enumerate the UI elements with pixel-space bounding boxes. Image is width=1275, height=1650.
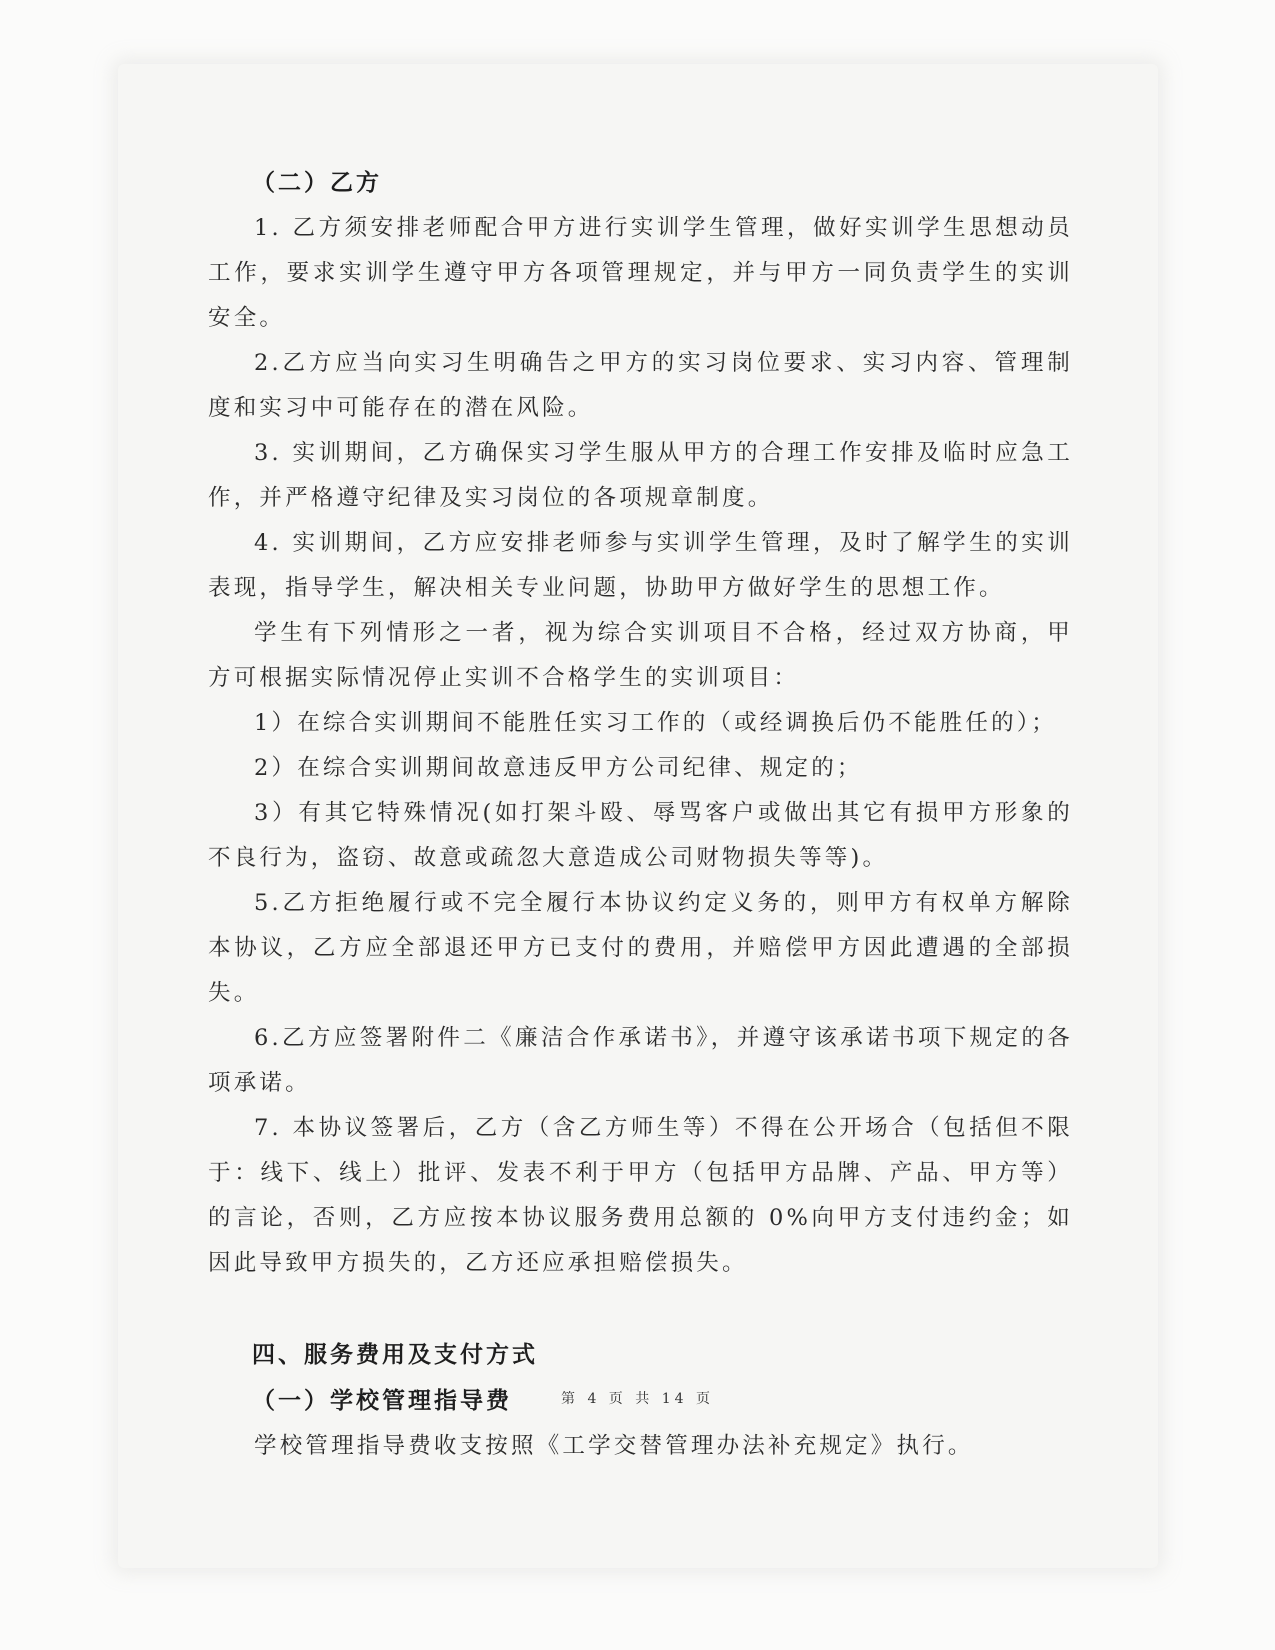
clause-7: 7. 本协议签署后，乙方（含乙方师生等）不得在公开场合（包括但不限于：线下、线上）批评、发表不利于甲方（包括甲方品牌、产品、甲方等）的言论，否则，乙方应按本协议服务费用总额的 0%向甲方支付违约金；如因此导致甲方损失的，乙方还应承担赔偿损失。 <box>208 1115 1073 1276</box>
document-body <box>208 160 1073 1469</box>
school-fee-text: 学校管理指导费收支按照《工学交替管理办法补充规定》执行。 <box>254 1433 974 1459</box>
section-heading-party-b: （二）乙方 <box>252 170 382 196</box>
failure-condition-3: 3）有其它特殊情况(如打架斗殴、辱骂客户或做出其它有损甲方形象的不良行为，盗窃、故意或疏忽大意造成公司财物损失等等)。 <box>208 800 1073 871</box>
clause-6: 6.乙方应签署附件二《廉洁合作承诺书》，并遵守该承诺书项下规定的各项承诺。 <box>208 1025 1073 1096</box>
clause-3: 3. 实训期间，乙方确保实习学生服从甲方的合理工作安排及临时应急工作，并严格遵守纪律及实习岗位的各项规章制度。 <box>208 440 1073 511</box>
clause-2: 2.乙方应当向实习生明确告之甲方的实习岗位要求、实习内容、管理制度和实习中可能存在的潜在风险。 <box>208 350 1073 421</box>
clause-5: 5.乙方拒绝履行或不完全履行本协议约定义务的，则甲方有权单方解除本协议，乙方应全部退还甲方已支付的费用，并赔偿甲方因此遭遇的全部损失。 <box>208 890 1073 1006</box>
failure-conditions-intro: 学生有下列情形之一者，视为综合实训项目不合格，经过双方协商，甲方可根据实际情况停止实训不合格学生的实训项目： <box>208 620 1073 691</box>
section-heading-service-fees: 四、服务费用及支付方式 <box>252 1342 538 1368</box>
failure-condition-2: 2）在综合实训期间故意违反甲方公司纪律、规定的； <box>254 755 863 781</box>
subsection-heading-school-fee: （一）学校管理指导费 <box>252 1388 512 1414</box>
page-number: 第 4 页 共 14 页 <box>561 1391 714 1407</box>
section-spacer <box>208 1286 1073 1332</box>
clause-1: 1. 乙方须安排老师配合甲方进行实训学生管理，做好实训学生思想动员工作，要求实训学生遵守甲方各项管理规定，并与甲方一同负责学生的实训安全。 <box>208 215 1073 331</box>
failure-condition-1: 1）在综合实训期间不能胜任实习工作的（或经调换后仍不能胜任的）； <box>254 710 1057 736</box>
clause-4: 4. 实训期间，乙方应安排老师参与实训学生管理，及时了解学生的实训表现，指导学生，解决相关专业问题，协助甲方做好学生的思想工作。 <box>208 530 1073 601</box>
